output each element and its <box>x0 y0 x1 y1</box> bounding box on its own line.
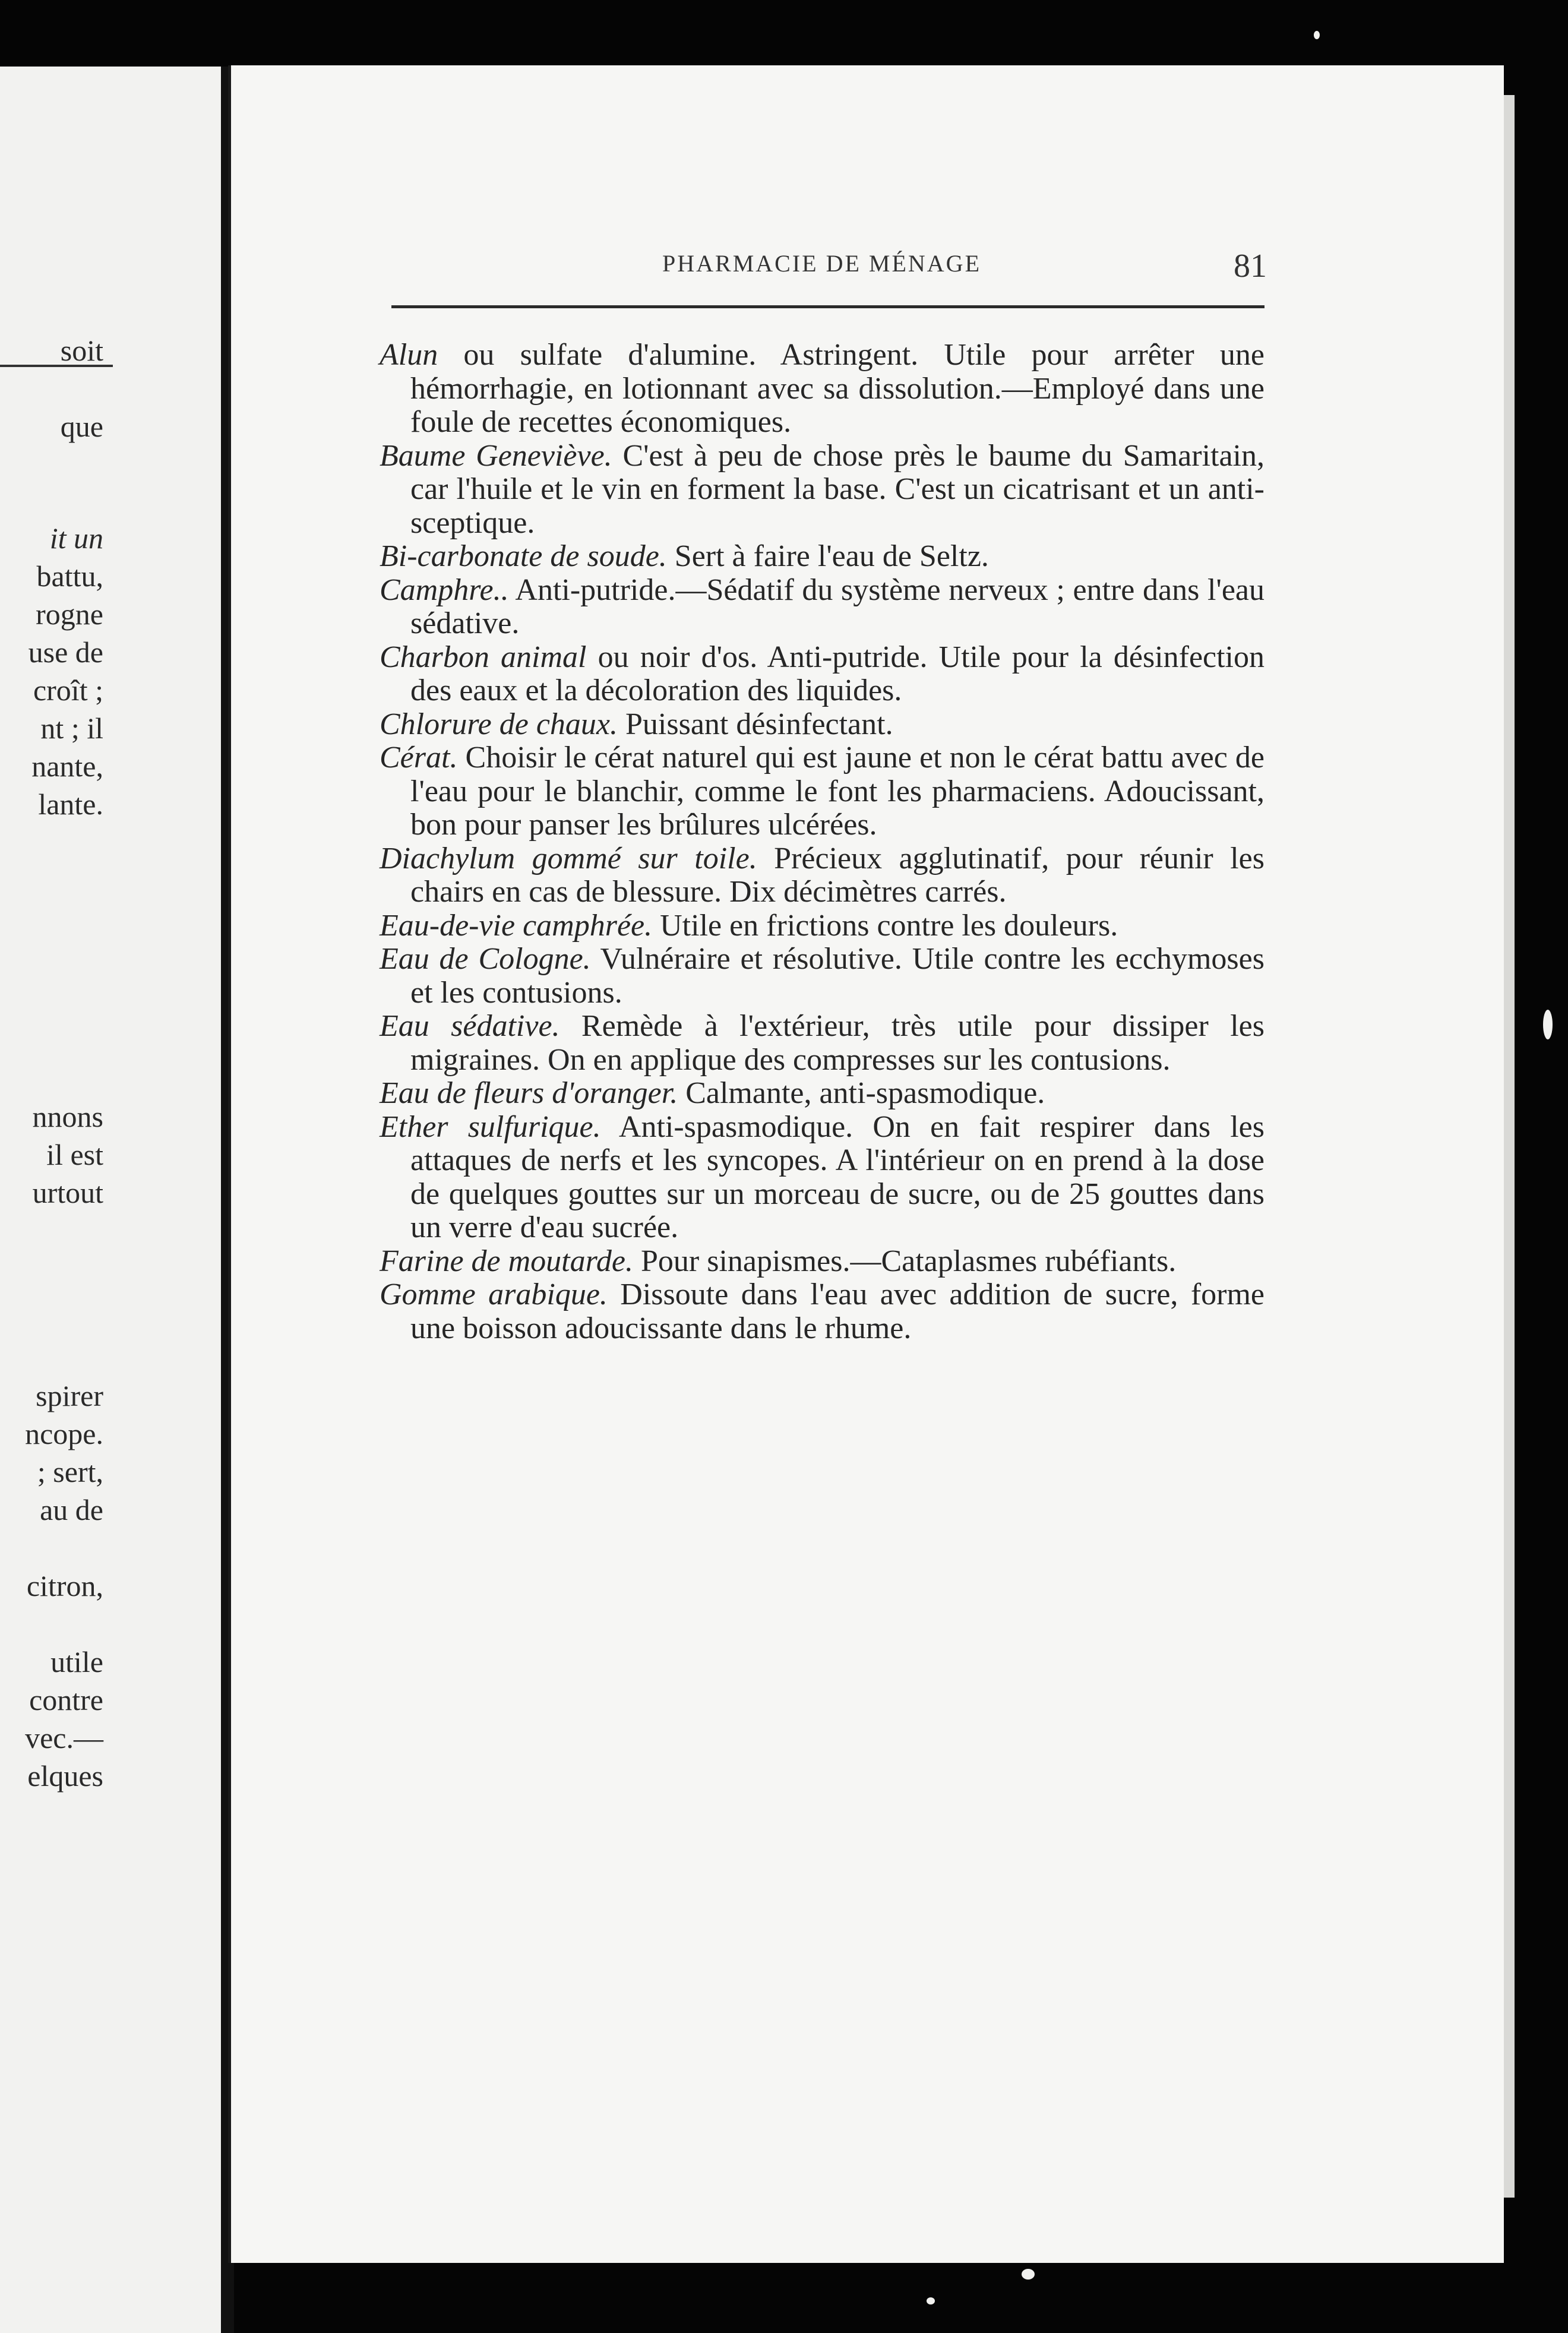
page-edge <box>1503 95 1515 2198</box>
entry-farine-de-moutarde <box>380 1245 1264 1279</box>
entry-text: Précieux agglutinatif, pour réunir les chairs en cas de blessure. Dix décimètres carrés. <box>410 841 1264 909</box>
entry-term: Cérat. <box>380 741 458 774</box>
left-fragment: ; sert, <box>37 1455 103 1488</box>
left-fragment: spirer <box>36 1379 103 1412</box>
left-fragment: elques <box>27 1759 103 1793</box>
left-fragment: utile <box>50 1645 103 1678</box>
scan-speck <box>1314 31 1320 39</box>
left-fragment: citron, <box>26 1569 103 1602</box>
entry-cerat <box>380 741 1264 842</box>
entry-term: Farine de moutarde. <box>380 1244 633 1278</box>
entry-ether-sulfurique <box>380 1111 1264 1245</box>
entry-eau-de-cologne <box>380 943 1264 1010</box>
entry-text: ou sulfate d'alumine. Astringent. Utile pour arrêter une hémorrhagie, en lotionnant avec sa dissolution.—Employé dans une foule de recettes économiques. <box>410 338 1264 439</box>
page-number: 81 <box>1234 248 1267 284</box>
entry-term: Eau de Cologne. <box>380 942 591 976</box>
left-fragment: use de <box>28 636 103 669</box>
entry-text: Anti-spasmodique. On en fait respirer dans les attaques de nerfs et les syncopes. A l'intérieur on en prend à la dose de quelques gouttes sur un morceau de sucre, ou de 25 gouttes dans un verre d'eau sucrée. <box>410 1109 1265 1244</box>
entry-term: Ether sulfurique. <box>380 1109 601 1144</box>
left-fragment: nante, <box>31 750 103 783</box>
book-page <box>228 65 1504 2263</box>
entry-text: Pour sinapismes.—Cataplasmes rubéfiants. <box>633 1244 1177 1278</box>
entry-term: Chlorure de chaux. <box>380 707 618 741</box>
entry-term: Bi-carbonate de soude. <box>380 539 667 573</box>
left-fragment: que <box>60 410 103 443</box>
entry-gomme-arabique <box>380 1278 1264 1345</box>
left-fragment: il est <box>46 1138 103 1171</box>
entry-text: Calmante, anti-spasmodique. <box>678 1076 1045 1110</box>
entry-term: Eau sédative. <box>380 1009 560 1043</box>
left-fragment: ncope. <box>25 1417 103 1450</box>
left-fragment: rogne <box>36 598 103 631</box>
entry-baume-genevieve <box>380 440 1264 540</box>
entry-chlorure-de-chaux <box>380 708 1264 742</box>
entry-term: Eau de fleurs d'oranger. <box>380 1076 678 1110</box>
entry-text: Puissant désinfectant. <box>618 707 893 741</box>
entry-term: Gomme arabique. <box>380 1278 608 1311</box>
entry-charbon-animal <box>380 641 1264 708</box>
entry-text: ou noir d'os. Anti-putride. Utile pour la désinfection des eaux et la décoloration des liquides. <box>410 640 1264 707</box>
left-fragment: nt ; il <box>40 712 103 745</box>
previous-page-fragment <box>0 67 221 2333</box>
entry-text: Utile en frictions contre les douleurs. <box>652 908 1118 943</box>
left-fragment: battu, <box>36 559 103 593</box>
entry-term: Charbon animal <box>380 640 587 674</box>
left-fragment: croît ; <box>33 674 103 707</box>
left-fragment: nnons <box>32 1100 103 1133</box>
left-fragment: urtout <box>32 1176 103 1209</box>
entry-diachylum <box>380 842 1264 909</box>
entry-camphre <box>380 574 1264 641</box>
scan-speck <box>927 2297 935 2304</box>
entry-term: Camphre.. <box>380 573 509 607</box>
entry-text: Dissoute dans l'eau avec addition de sucre, forme une boisson adoucissante dans le rhume. <box>410 1278 1264 1345</box>
entry-text: Sert à faire l'eau de Seltz. <box>666 539 989 573</box>
left-fragment: contre <box>29 1683 103 1716</box>
left-fragment: it un <box>49 521 103 555</box>
entry-term: Alun <box>380 338 438 372</box>
entry-eau-de-vie <box>380 909 1264 943</box>
left-fragment: au de <box>40 1493 103 1526</box>
running-title: PHARMACIE DE MÉNAGE <box>662 250 981 277</box>
entry-eau-de-fleurs-oranger <box>380 1077 1264 1111</box>
left-fragment: vec.— <box>25 1721 103 1755</box>
entry-list <box>380 339 1264 1345</box>
entry-eau-sedative <box>380 1010 1264 1077</box>
entry-text: Choisir le cérat naturel qui est jaune et non le cérat battu avec de l'eau pour le blanchir, comme le font les pharmaciens. Adoucissant, bon pour panser les brûlures ulcérées. <box>410 741 1264 842</box>
entry-bicarbonate <box>380 540 1264 574</box>
entry-text: Remède à l'extérieur, très utile pour dissiper les migraines. On en applique des compresses sur les contusions. <box>410 1009 1264 1077</box>
entry-text: Vulnéraire et résolutive. Utile contre les ecchymoses et les contusions. <box>410 942 1264 1010</box>
left-fragment: soit <box>60 334 103 367</box>
header-rule <box>391 305 1264 308</box>
left-fragment: lante. <box>38 788 103 821</box>
entry-term: Diachylum gommé sur toile. <box>380 841 757 875</box>
entry-alun <box>380 339 1264 440</box>
entry-text: C'est à peu de chose près le baume du Samaritain, car l'huile et le vin en forment la base. C'est un cicatrisant et un anti-sceptique. <box>410 438 1264 540</box>
entry-term: Baume Geneviève. <box>380 438 612 473</box>
scan-speck <box>1022 2269 1035 2280</box>
scan-speck <box>1543 1010 1553 1039</box>
entry-term: Eau-de-vie camphrée. <box>380 908 653 943</box>
entry-text: Anti-putride.—Sédatif du système nerveux ; entre dans l'eau sédative. <box>410 573 1264 640</box>
